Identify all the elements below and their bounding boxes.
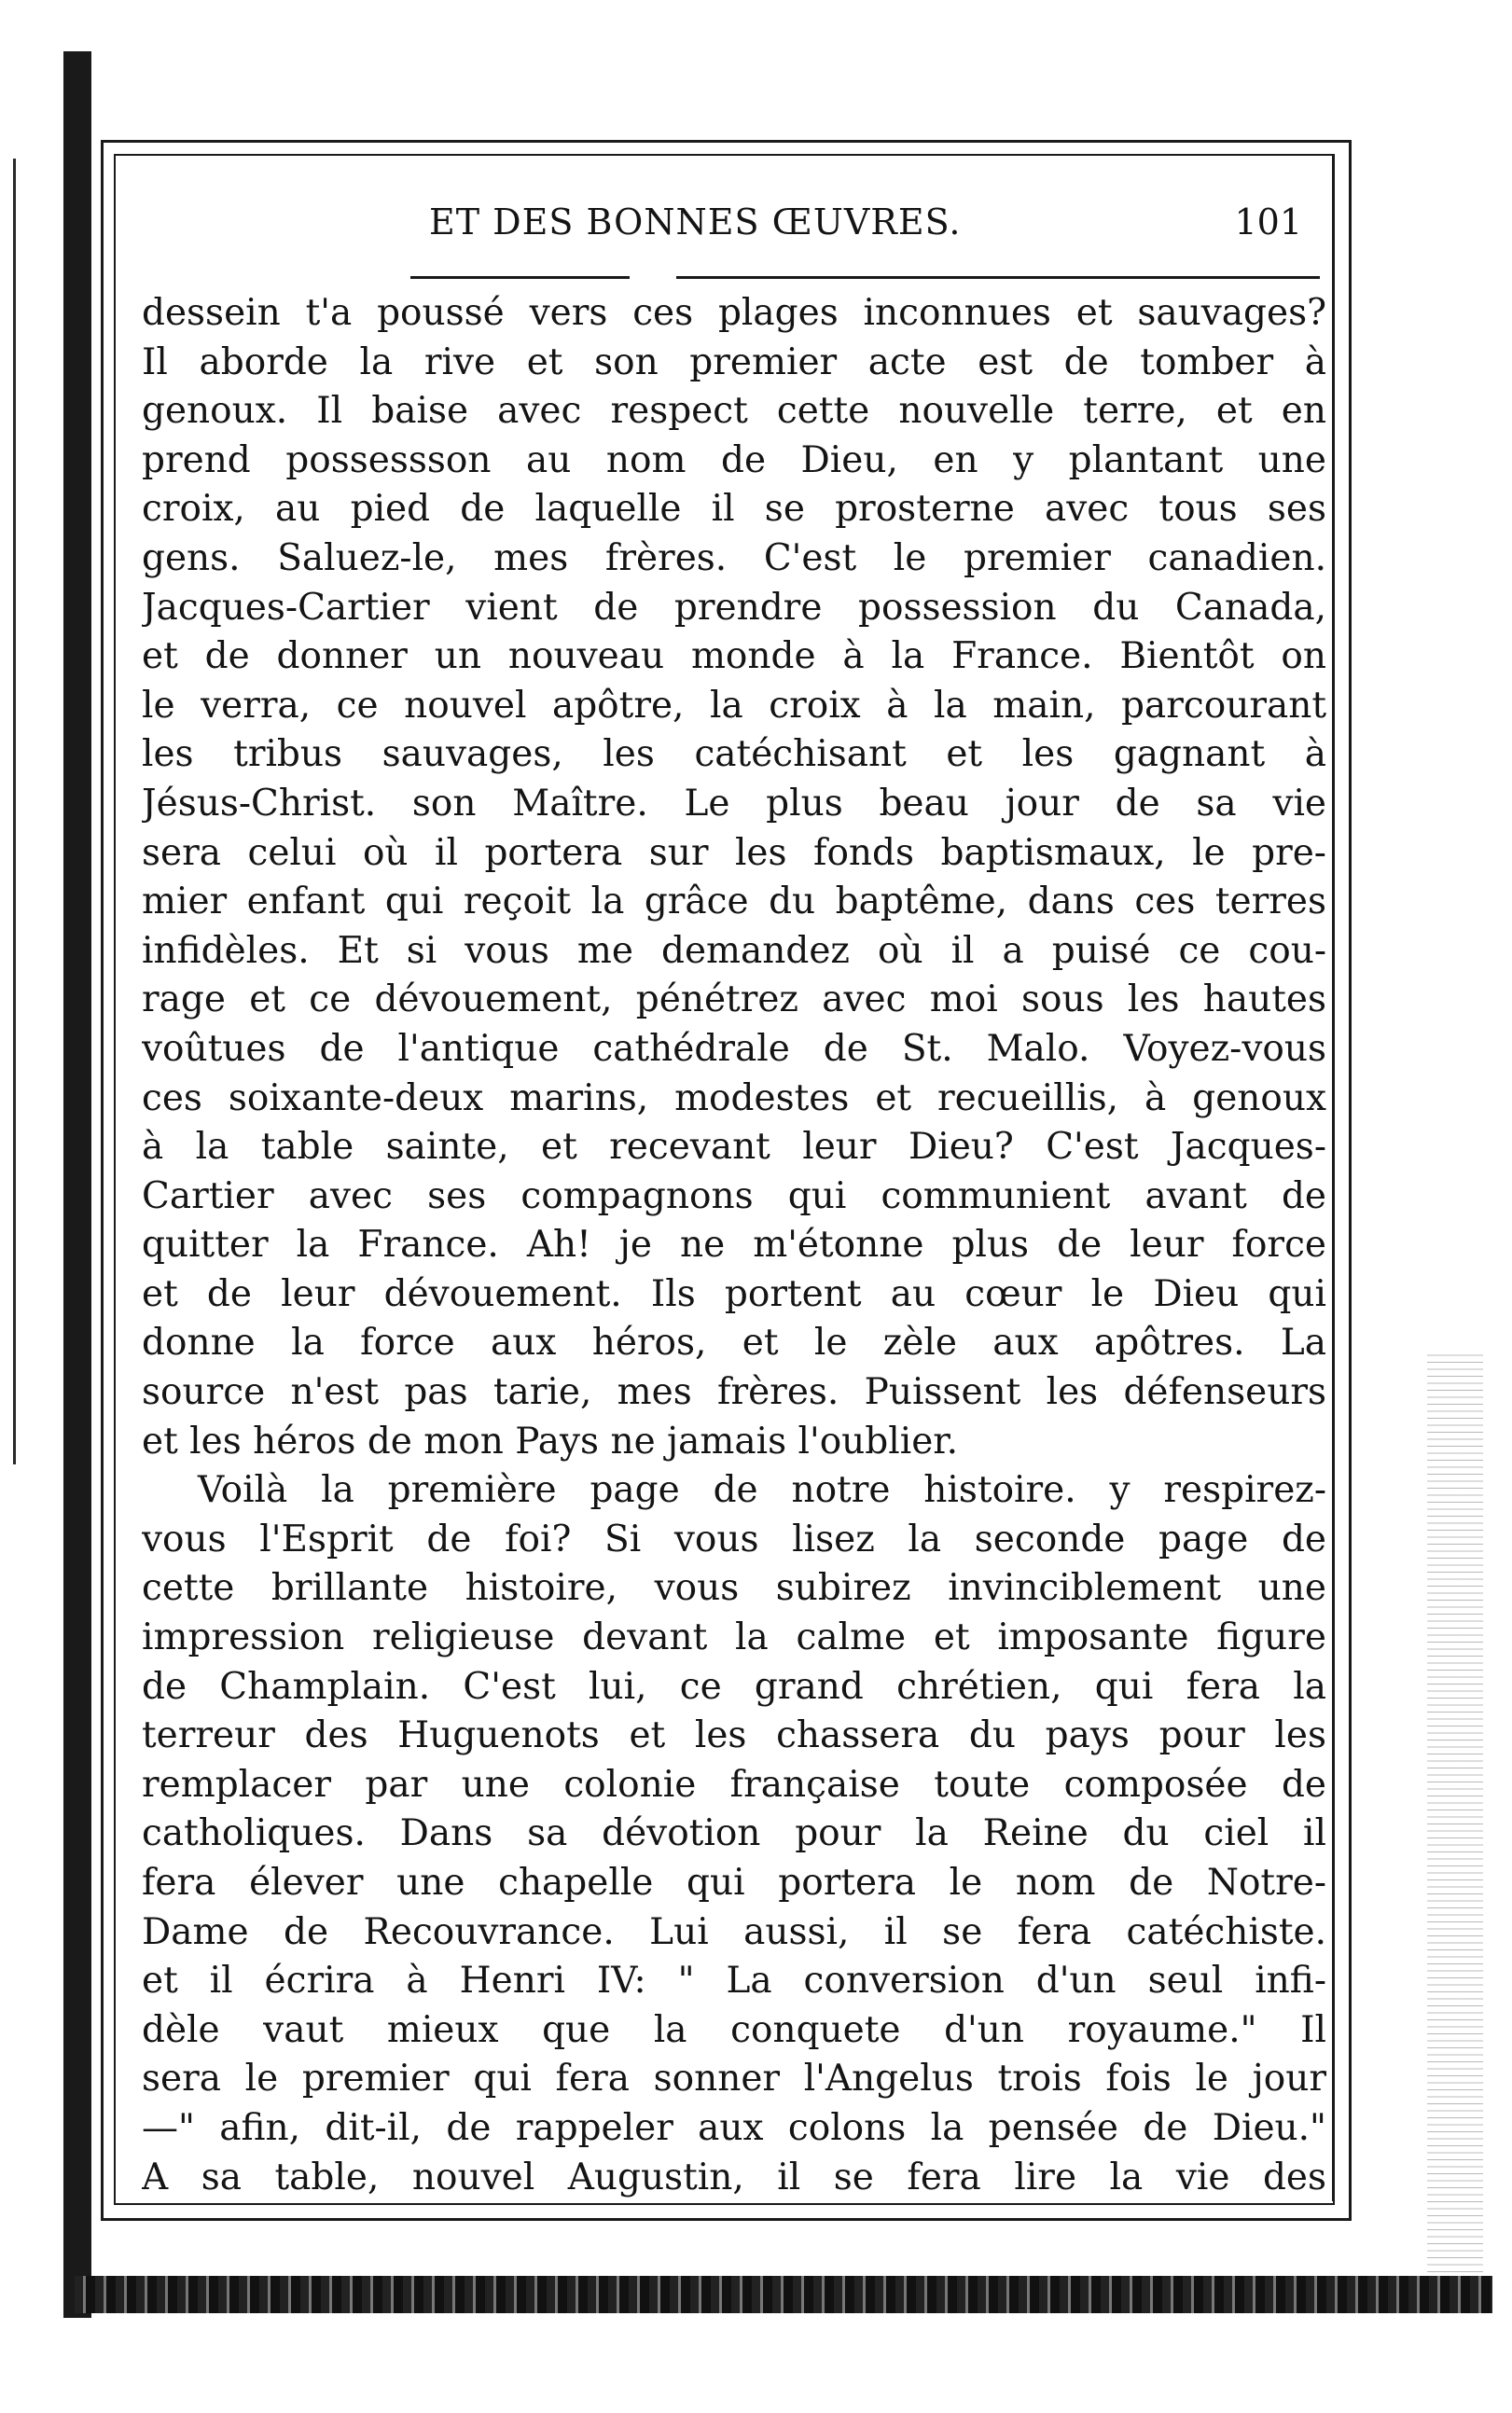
text-line: le verra, ce nouvel apôtre, la croix à la main, parcourant [142, 684, 1326, 727]
binding-edge [63, 51, 91, 2318]
text-line: A sa table, nouvel Augustin, il se fera lire la vie des [142, 2156, 1326, 2198]
text-line: dèle vaut mieux que la conquete d'un royaume." Il [142, 2008, 1326, 2051]
header-rule [676, 276, 1320, 279]
text-line: Cartier avec ses compagnons qui communient avant de [142, 1174, 1326, 1217]
text-line: Il aborde la rive et son premier acte est de tomber à [142, 340, 1326, 383]
text-line: genoux. Il baise avec respect cette nouvelle terre, et en [142, 390, 1326, 433]
page-number: 101 [1234, 201, 1302, 243]
text-line: vous l'Esprit de foi? Si vous lisez la seconde page de [142, 1518, 1326, 1560]
text-line: rage et ce dévouement, pénétrez avec moi sous les hautes [142, 978, 1326, 1021]
text-line: sera le premier qui fera sonner l'Angelus trois fois le jour [142, 2058, 1326, 2101]
text-line: gens. Saluez-le, mes frères. C'est le premier canadien. [142, 536, 1326, 579]
text-line: quitter la France. Ah! je ne m'étonne plus de leur force [142, 1224, 1326, 1267]
text-line: Jacques-Cartier vient de prendre possession du Canada, [142, 586, 1326, 629]
text-line: cette brillante histoire, vous subirez invinciblement une [142, 1567, 1326, 1610]
text-line: et il écrira à Henri IV: " La conversion d'un seul infi- [142, 1960, 1326, 2003]
page-frame-rule [1332, 154, 1335, 2201]
running-title: ET DES BONNES ŒUVRES. [429, 201, 962, 243]
text-line: impression religieuse devant la calme et imposante figure [142, 1616, 1326, 1659]
text-line: ces soixante-deux marins, modestes et recueillis, à genoux [142, 1076, 1326, 1119]
text-line: fera élever une chapelle qui portera le nom de Notre- [142, 1862, 1326, 1904]
text-line: mier enfant qui reçoit la grâce du baptême, dans ces terres [142, 881, 1326, 923]
text-line: prend possessson au nom de Dieu, en y plantant une [142, 438, 1326, 481]
text-line: —" afin, dit-il, de rappeler aux colons la pensée de Dieu." [142, 2106, 1326, 2149]
text-line: terreur des Huguenots et les chassera du pays pour les [142, 1714, 1326, 1757]
body-text [142, 289, 1326, 2202]
text-line: et de donner un nouveau monde à la France. Bientôt on [142, 635, 1326, 678]
text-line: Voilà la première page de notre histoire. y respirez- [198, 1469, 1326, 1512]
binding-shadow-line [13, 159, 16, 1464]
text-line: dessein t'a poussé vers ces plages inconnues et sauvages? [142, 292, 1326, 334]
text-line: croix, au pied de laquelle il se prosterne avec tous ses [142, 488, 1326, 531]
text-line: infidèles. Et si vous me demandez où il a puisé ce cou- [142, 929, 1326, 972]
text-line: voûtues de l'antique cathédrale de St. Malo. Voyez-vous [142, 1027, 1326, 1070]
text-line: remplacer par une colonie française toute composée de [142, 1763, 1326, 1806]
text-line: source n'est pas tarie, mes frères. Puissent les défenseurs [142, 1371, 1326, 1414]
text-line: et de leur dévouement. Ils portent au cœur le Dieu qui [142, 1272, 1326, 1315]
header-rule [410, 276, 630, 279]
text-line: donne la force aux héros, et le zèle aux apôtres. La [142, 1322, 1326, 1365]
scan-noise [1427, 1352, 1483, 2285]
text-line: à la table sainte, et recevant leur Dieu? C'est Jacques- [142, 1126, 1326, 1169]
running-header [131, 194, 1315, 250]
text-line: Dame de Recouvrance. Lui aussi, il se fera catéchiste. [142, 1910, 1326, 1953]
bottom-edge-bar [75, 2276, 1492, 2313]
text-line: catholiques. Dans sa dévotion pour la Reine du ciel il [142, 1812, 1326, 1855]
text-line: de Champlain. C'est lui, ce grand chrétien, qui fera la [142, 1665, 1326, 1708]
text-line: Jésus-Christ. son Maître. Le plus beau jour de sa vie [142, 782, 1326, 825]
text-line: et les héros de mon Pays ne jamais l'oublier. [142, 1420, 959, 1463]
text-line: sera celui où il portera sur les fonds baptismaux, le pre- [142, 831, 1326, 874]
text-line: les tribus sauvages, les catéchisant et les gagnant à [142, 733, 1326, 776]
